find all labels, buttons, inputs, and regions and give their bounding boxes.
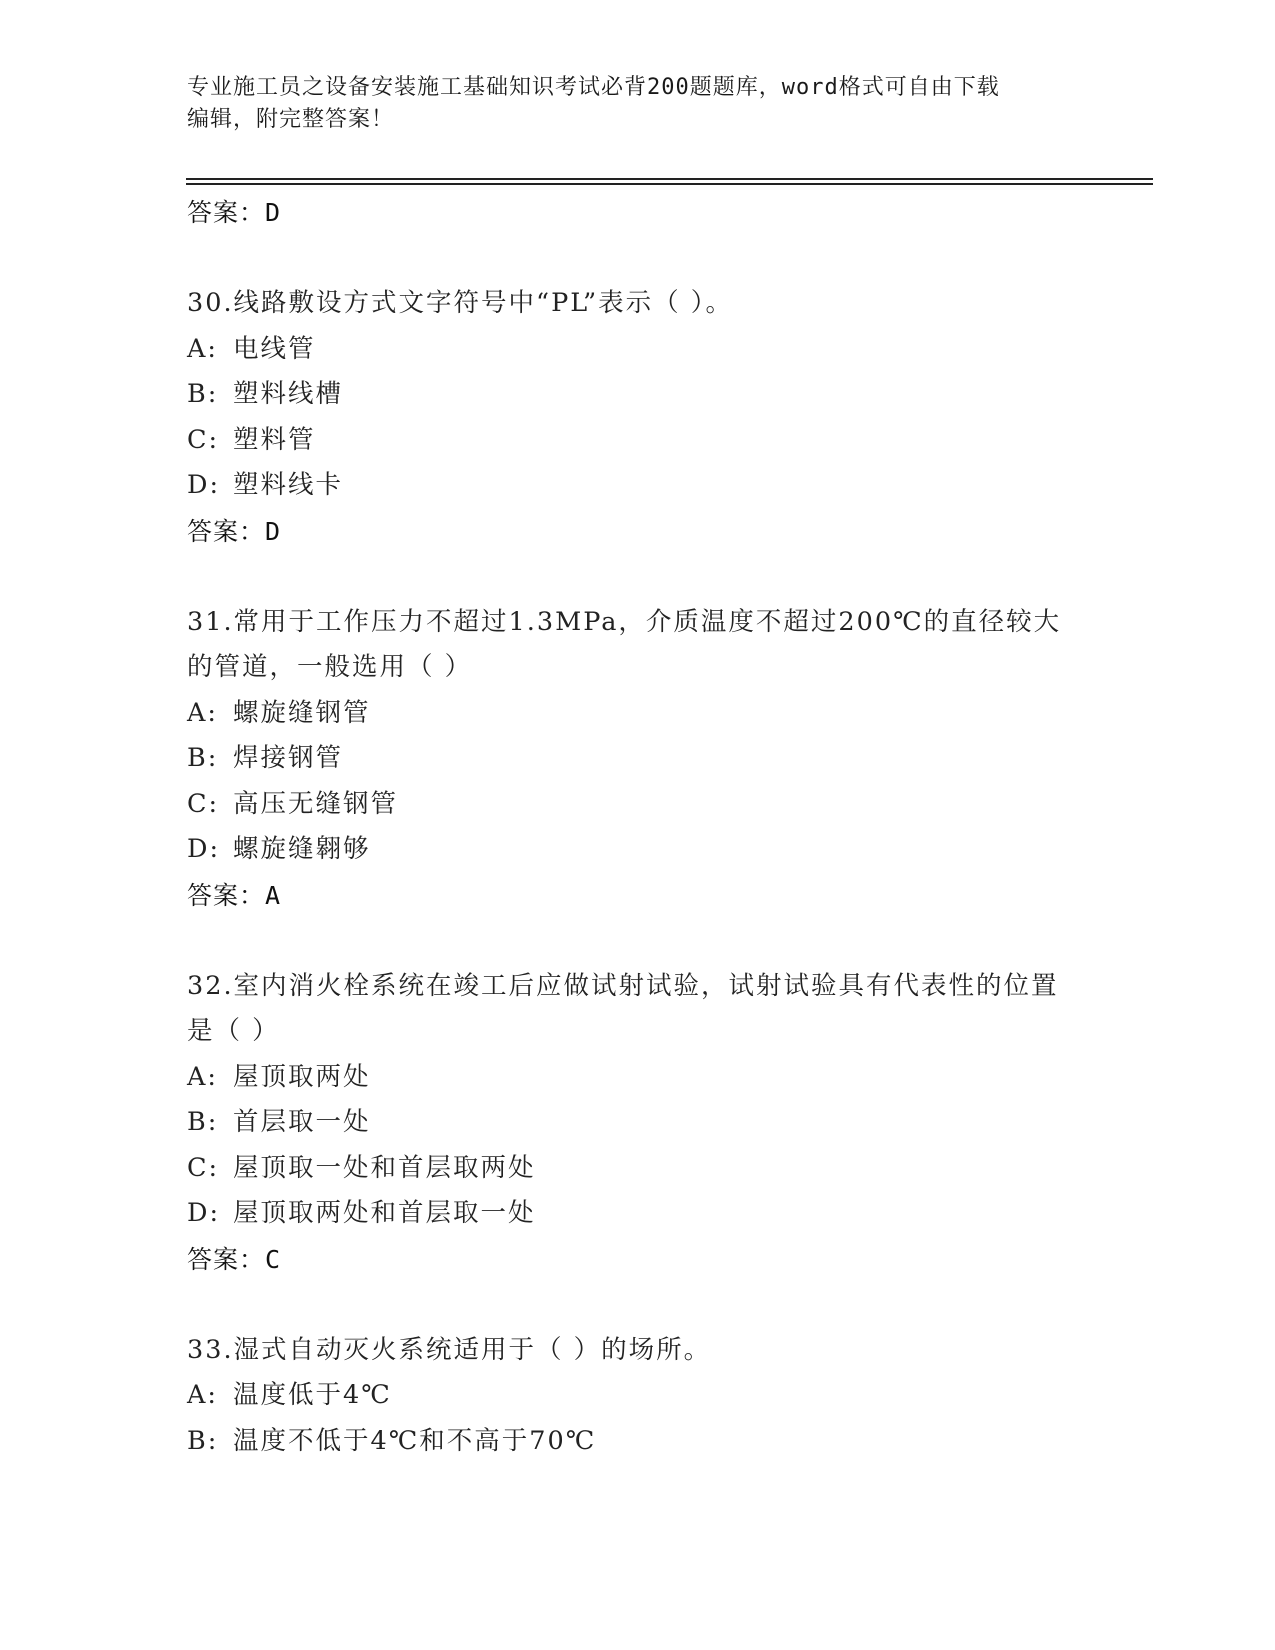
option-d: [187, 1191, 1087, 1237]
option-key: C:: [187, 424, 220, 455]
option-d: [187, 827, 1087, 873]
option-text: 屋顶取两处和首层取一处: [233, 1198, 536, 1228]
option-a: [187, 691, 1087, 737]
option-text: 焊接钢管: [233, 743, 344, 773]
option-b: [187, 736, 1087, 782]
option-b: [187, 372, 1087, 418]
option-key: A:: [187, 697, 219, 728]
question-answer: 答案：C: [187, 1244, 282, 1274]
option-text: 塑料线槽: [233, 379, 344, 409]
question-30: [187, 281, 1087, 555]
option-c: [187, 418, 1087, 464]
question-answer: 答案：A: [187, 880, 282, 910]
option-a: [187, 1055, 1087, 1101]
option-text: 温度不低于4℃和不高于70℃: [233, 1425, 597, 1456]
header-rule-bottom: [186, 183, 1153, 185]
option-a: [187, 327, 1087, 373]
option-a: [187, 1373, 1087, 1419]
question-32: [187, 964, 1087, 1283]
option-d: [187, 463, 1087, 509]
option-text: 塑料管: [233, 424, 316, 455]
option-key: A:: [187, 333, 219, 364]
header-line-1: 专业施工员之设备安装施工基础知识考试必背200题题库，word格式可自由下载: [187, 75, 1000, 100]
option-key: A:: [187, 1380, 219, 1410]
question-stem: 32.室内消火栓系统在竣工后应做试射试验，试射试验具有代表性的位置是（ ）: [187, 970, 1059, 1046]
option-key: B:: [187, 1107, 219, 1137]
option-key: C:: [187, 1152, 220, 1183]
option-text: 高压无缝钢管: [233, 788, 399, 819]
question-33: [187, 1328, 1087, 1465]
question-stem: 33.湿式自动灭火系统适用于（ ）的场所。: [187, 1334, 712, 1365]
option-key: A:: [187, 1061, 219, 1092]
question-list: [187, 190, 1087, 1464]
option-text: 屋顶取一处和首层取两处: [233, 1152, 536, 1183]
document-header: [187, 72, 1067, 136]
option-key: D:: [187, 1198, 221, 1228]
option-key: B:: [187, 1425, 219, 1456]
option-key: B:: [187, 379, 219, 409]
option-b: [187, 1419, 1087, 1465]
option-text: 首层取一处: [233, 1107, 371, 1137]
option-text: 屋顶取两处: [233, 1061, 371, 1092]
option-c: [187, 1146, 1087, 1192]
header-rule-top: [186, 178, 1153, 180]
option-key: B:: [187, 743, 219, 773]
header-line-2: 编辑，附完整答案！: [187, 107, 395, 132]
option-text: 温度低于4℃: [233, 1380, 392, 1410]
option-text: 螺旋缝翱够: [233, 834, 371, 864]
question-answer: 答案：D: [187, 516, 282, 546]
option-key: C:: [187, 788, 220, 819]
option-key: D:: [187, 834, 221, 864]
option-key: D:: [187, 470, 221, 500]
question-stem: 31.常用于工作压力不超过1.3MPa，介质温度不超过200℃的直径较大的管道，一般选用（ ）: [187, 606, 1062, 682]
option-b: [187, 1100, 1087, 1146]
question-31: [187, 600, 1087, 919]
previous-answer: 答案：D: [187, 198, 282, 227]
option-text: 电线管: [233, 333, 316, 364]
question-stem: 30.线路敷设方式文字符号中“PL”表示（ ）。: [187, 288, 733, 318]
option-text: 螺旋缝钢管: [233, 697, 371, 728]
option-c: [187, 782, 1087, 828]
option-text: 塑料线卡: [233, 470, 344, 500]
